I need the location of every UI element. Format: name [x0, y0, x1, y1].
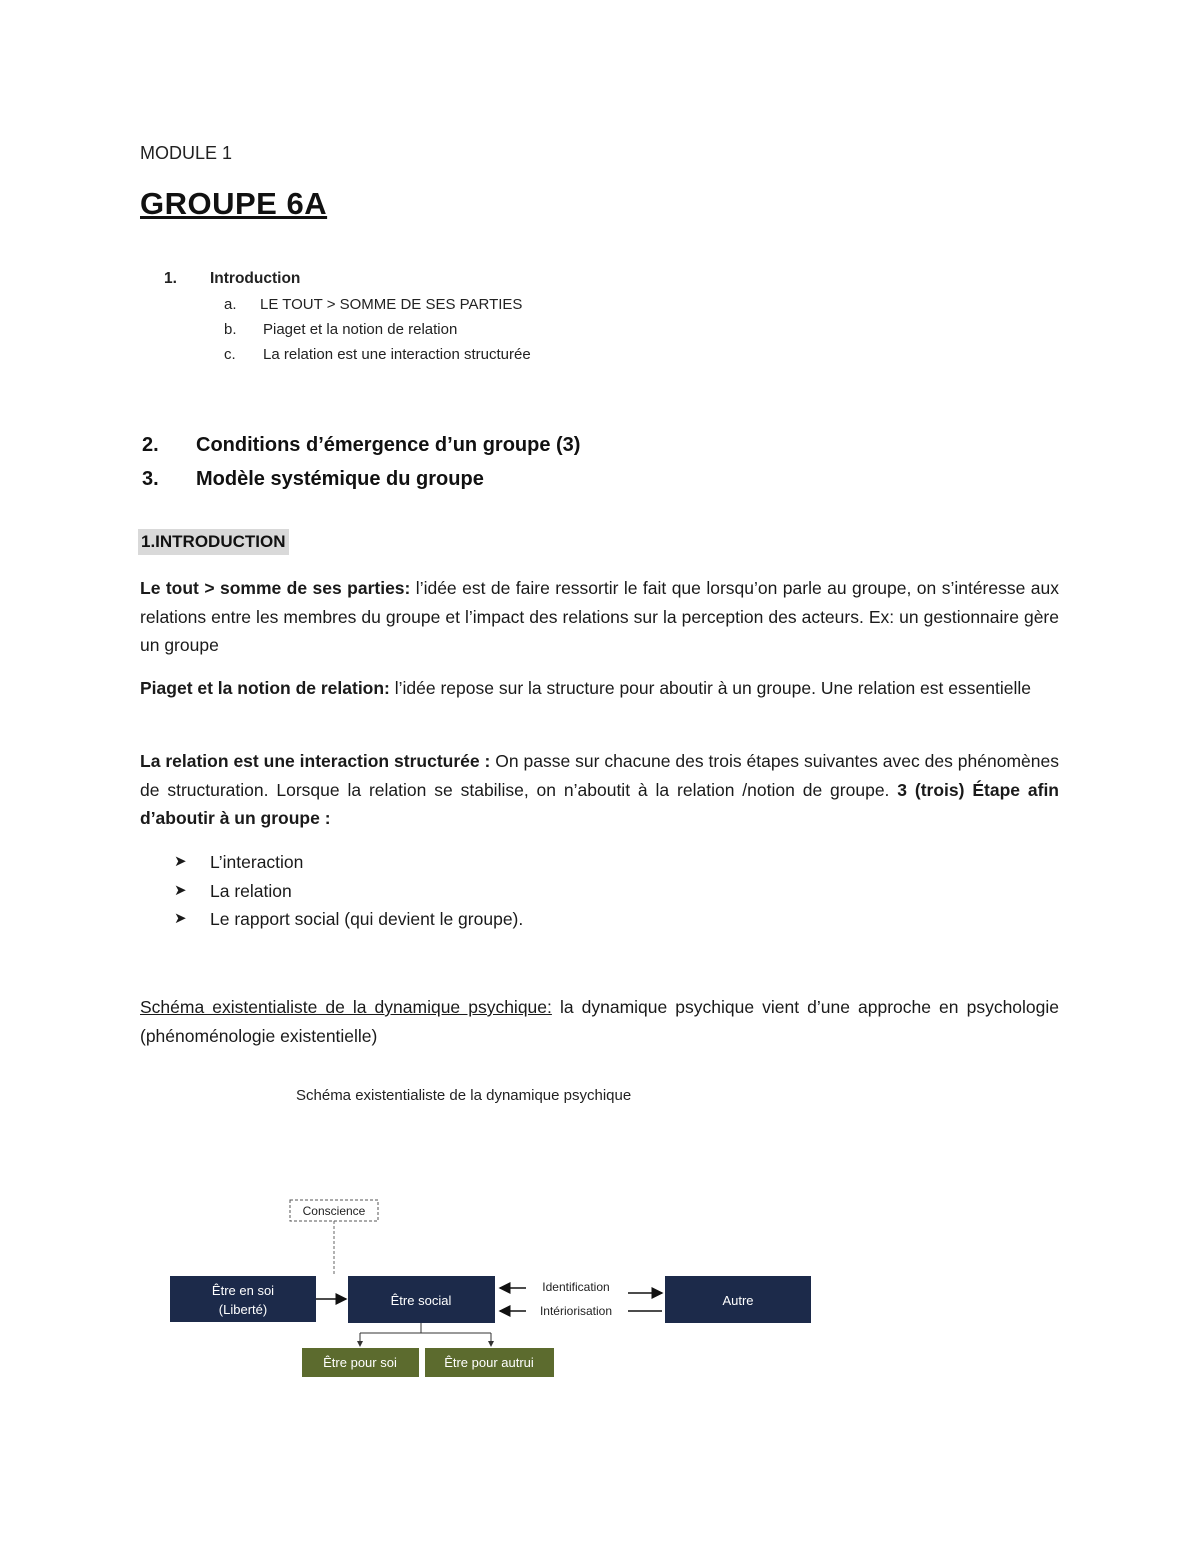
autre-label: Autre — [722, 1293, 754, 1308]
etre-pour-autrui-label: Être pour autrui — [444, 1355, 534, 1370]
list-item-label: La relation — [210, 880, 292, 901]
toc-item-1-number: 1. — [164, 270, 177, 287]
interiorisation-label: Intériorisation — [539, 1304, 613, 1318]
toc-subitem-label: LE TOUT > SOMME DE SES PARTIES — [260, 296, 523, 313]
list-item-label: Le rapport social (qui devient le groupe). — [210, 909, 524, 929]
toc-item-1-label: Introduction — [210, 270, 301, 287]
etre-pour-soi-label: Être pour soi — [323, 1355, 397, 1370]
existentialist-diagram — [160, 1190, 820, 1385]
paragraph-piaget-lead: Piaget et la notion de relation: — [140, 678, 390, 698]
module-label: MODULE 1 — [140, 143, 233, 163]
arrow-bullet-icon: ➤ — [174, 910, 187, 927]
list-item-label: L’interaction — [210, 852, 304, 872]
paragraph-relation-text: On passe sur chacune des trois étapes suivantes avec des phénomènes de structuration. Lorsque la relation se stabilise, on n’aboutit à la relation /notion de groupe. — [140, 751, 1059, 800]
paragraph-tout-text: l’idée est de faire ressortir le fait que lorsqu’on parle au groupe, on s’intéresse aux relations entre les membres du groupe et l’impact des relations sur la perception des acteurs. Ex: un gestionnaire gère un groupe — [140, 578, 1059, 655]
toc-item-3-number: 3. — [142, 468, 159, 490]
toc-subitem-label: La relation est une interaction structurée — [263, 346, 531, 363]
toc-item-2 — [142, 434, 580, 457]
paragraph-relation-steps: 3 (trois) Étape afin d’aboutir à un groupe : — [140, 779, 1059, 828]
steps-list — [174, 848, 523, 934]
paragraph-schema-lead: Schéma existentialiste de la dynamique psychique: — [140, 997, 552, 1017]
arrow-bullet-icon: ➤ — [174, 853, 187, 870]
conscience-label: Conscience — [302, 1204, 366, 1218]
list-item — [174, 848, 523, 877]
section-heading: 1.INTRODUCTION — [138, 529, 289, 555]
toc-subitem-label: Piaget et la notion de relation — [263, 321, 458, 338]
paragraph-piaget-text: l’idée repose sur la structure pour aboutir à un groupe. Une relation est essentielle — [389, 678, 1031, 698]
paragraph-tout — [140, 574, 1059, 660]
toc-subitem-letter: a. — [224, 296, 237, 313]
etre-en-soi-sublabel: (Liberté) — [218, 1302, 268, 1317]
list-item — [174, 905, 523, 934]
arrow-bullet-icon: ➤ — [174, 881, 187, 899]
paragraph-schema-text: la dynamique psychique vient d’une approche en psychologie (phénoménologie existentielle) — [140, 997, 1060, 1046]
paragraph-schema — [140, 993, 1059, 1050]
toc-item-2-number: 2. — [142, 434, 159, 456]
toc-subitem-c — [224, 346, 531, 363]
list-item — [174, 877, 523, 906]
toc-item-3 — [142, 468, 484, 491]
etre-en-soi-label: Être en soi — [211, 1283, 275, 1298]
paragraph-relation-lead: La relation est une interaction structurée : — [140, 751, 491, 771]
identification-label: Identification — [542, 1280, 610, 1294]
toc-subitem-a — [224, 296, 522, 313]
toc-subitem-b — [224, 321, 457, 338]
toc-item-2-label: Conditions d’émergence d’un groupe (3) — [196, 434, 581, 456]
toc-subitem-letter: b. — [224, 321, 237, 338]
paragraph-relation — [140, 747, 1059, 833]
etre-social-label: Être social — [390, 1293, 452, 1308]
toc-item-1 — [164, 270, 300, 288]
toc-item-3-label: Modèle systémique du groupe — [196, 468, 484, 490]
paragraph-tout-lead: Le tout > somme de ses parties: — [140, 578, 411, 598]
diagram-title: Schéma existentialiste de la dynamique psychique — [296, 1087, 632, 1104]
paragraph-piaget — [140, 674, 1059, 703]
toc-subitem-letter: c. — [224, 346, 236, 363]
page-title: GROUPE 6A — [140, 186, 328, 221]
